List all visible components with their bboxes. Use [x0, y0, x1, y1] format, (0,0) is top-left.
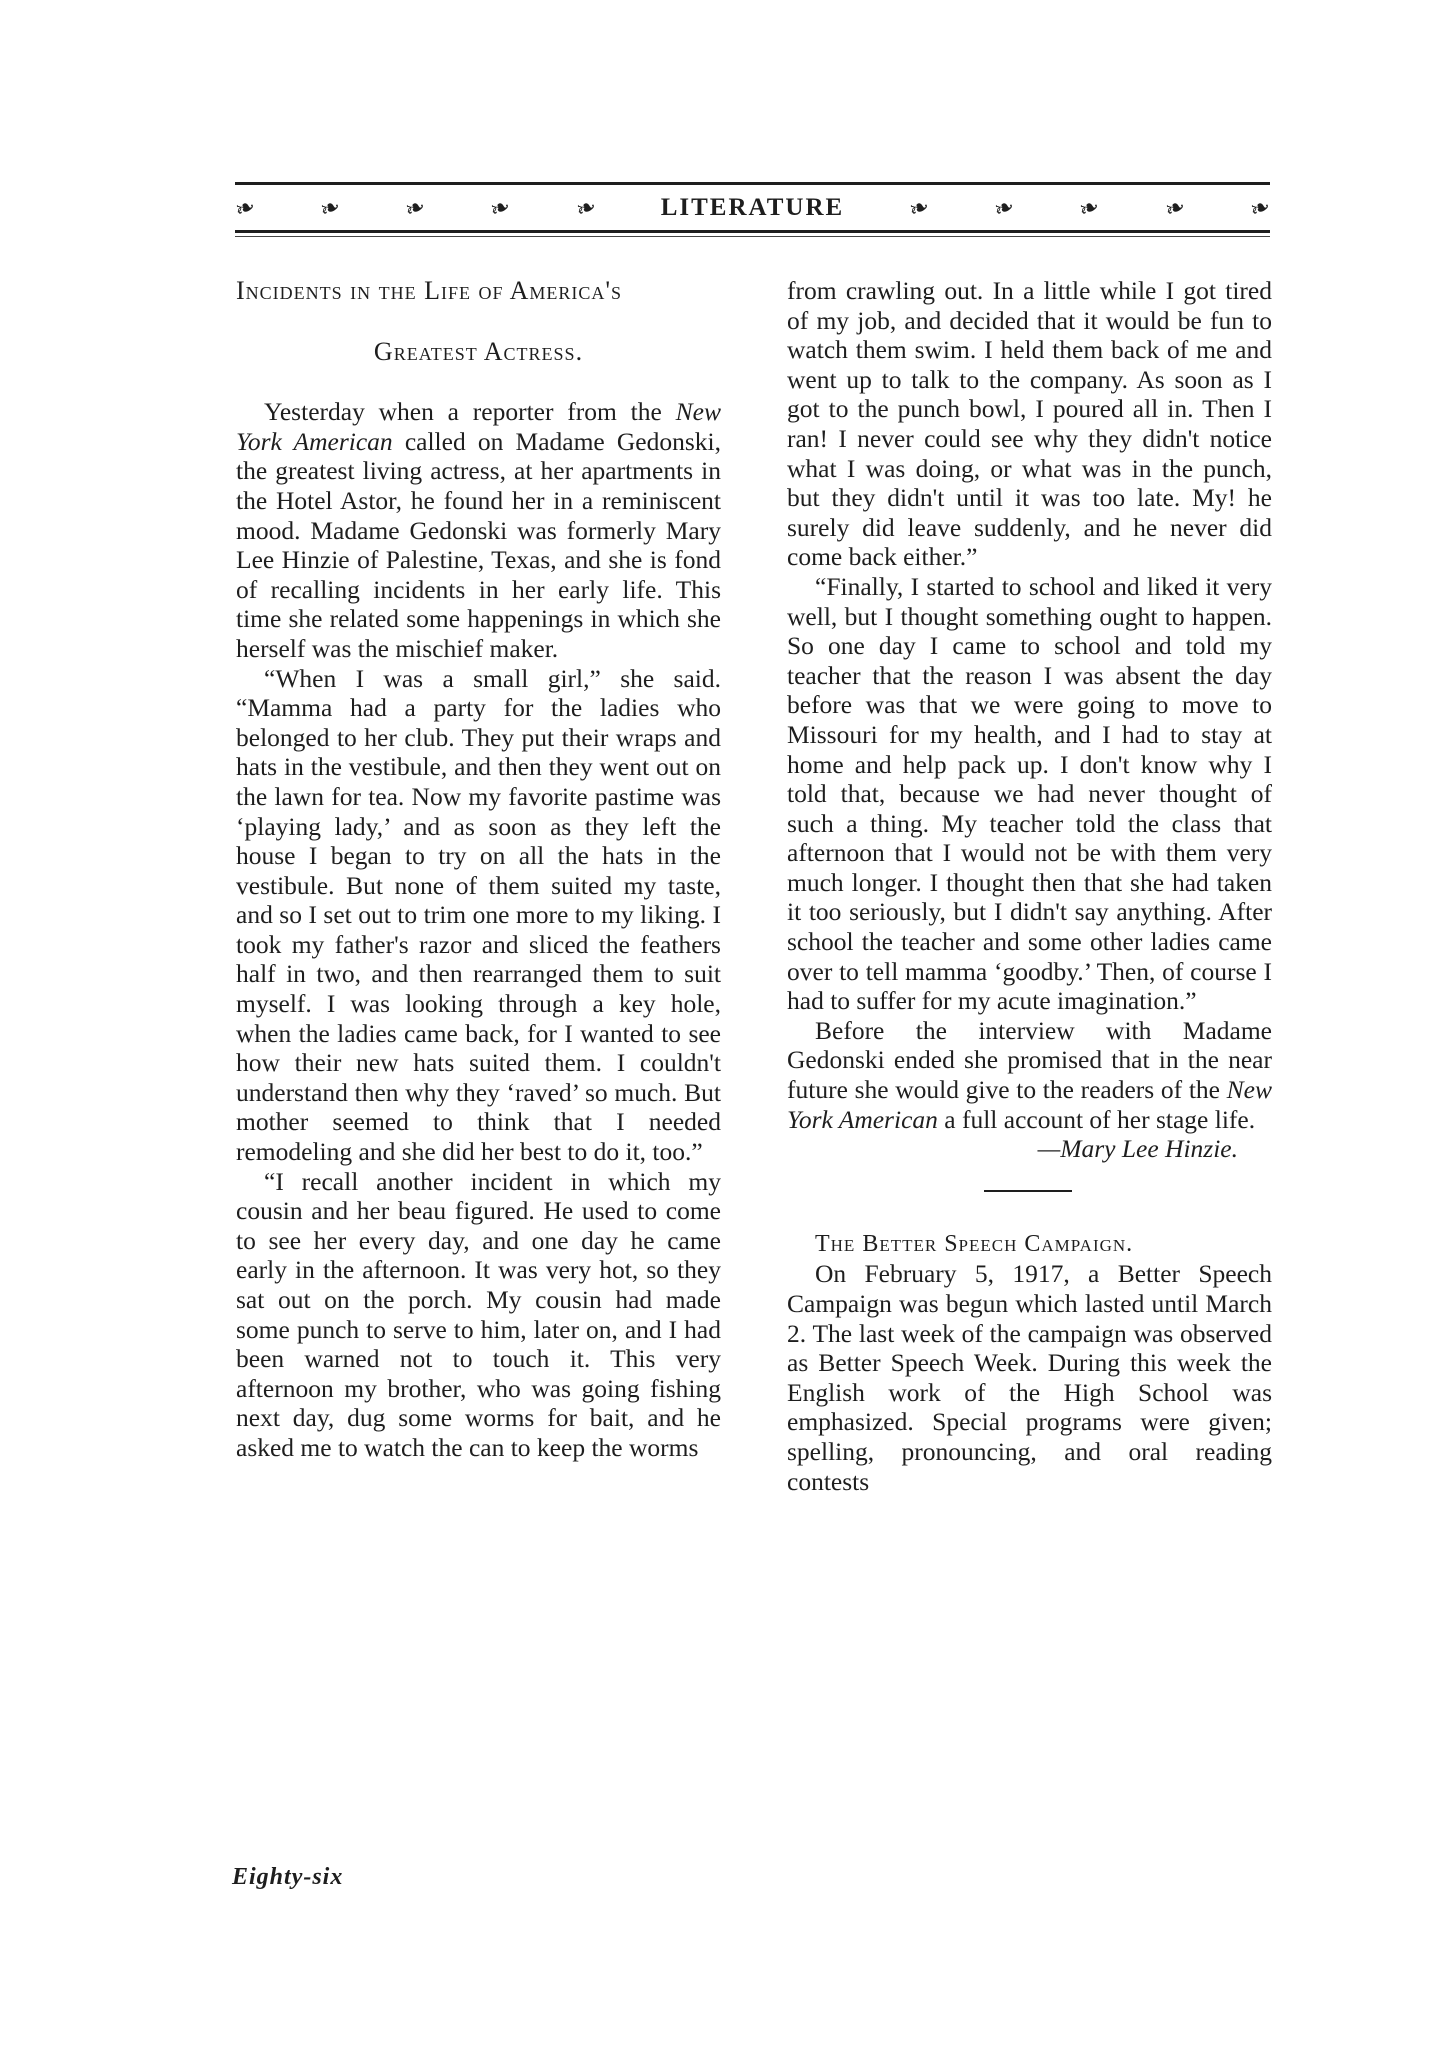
fleuron-icon: ❧ — [486, 191, 515, 225]
article-title — [236, 276, 721, 366]
article2-title: The Better Speech Campaign. — [815, 1230, 1134, 1257]
article-paragraph-continued: from crawling out. In a little while I got tired of my job, and decided that it would be fun to watch them swim. I held them back of me and went up to talk to the company. As soon as I got to the punch bowl, I poured all in. Then I ran! I never could see why they didn't notice what I was doing, or what was in the punch, but they didn't until it was too late. My! he surely did leave suddenly, and he never did come back either.” — [787, 276, 1272, 572]
left-column — [236, 276, 721, 1463]
right-column — [787, 276, 1272, 1496]
fleuron-icon: ❧ — [1075, 191, 1104, 225]
header-rule-bottom — [235, 230, 1270, 233]
article-paragraph: Before the interview with Madame Gedonski ended she promised that in the near future she would give to the readers of the New York American a full account of her stage life. — [787, 1015, 1272, 1134]
article-paragraph: “Finally, I started to school and liked it very well, but I thought something ought to happen. So one day I came to school and told my teacher that the reason I was absent the day before was that we were going to move to Missouri for my health, and I had to stay at home and help pack up. I don't know why I told that, because we had never thought of such a thing. My teacher told the class that afternoon that I would not be with them very much longer. I thought then that she had taken it too seriously, but I didn't say anything. After school the teacher and some other ladies came over to tell mamma ‘goodby.’ Then, of course I had to suffer for my acute imagination.” — [787, 571, 1272, 1016]
publication-name: New York American — [787, 1075, 1272, 1134]
fleuron-icon: ❧ — [571, 191, 600, 225]
article-title-line2: Greatest Actress. — [373, 336, 584, 366]
section-title: LITERATURE — [660, 194, 845, 221]
fleuron-icon: ❧ — [1245, 191, 1275, 225]
article-paragraph: “I recall another incident in which my cousin and her beau figured. He used to come to see her every day, and one day he came early in the afternoon. It was very hot, so they sat out on the porch. My cousin had made some punch to serve to him, later on, and I had been warned not to touch it. This very afternoon my brother, who was going fishing next day, dug some worms for bait, and he asked me to watch the can to keep the worms — [236, 1166, 721, 1462]
fleuron-icon: ❧ — [401, 191, 430, 225]
header-rule-top — [235, 182, 1270, 185]
fleuron-icon: ❧ — [990, 191, 1019, 225]
article2-paragraph: On February 5, 1917, a Better Speech Campaign was begun which lasted until March 2. The last week of the campaign was observed as Better Speech Week. During this week the English work of the High School was emphasized. Special programs were given; spelling, pronouncing, and oral reading contests — [787, 1259, 1272, 1496]
article-paragraph: “When I was a small girl,” she said. “Mamma had a party for the ladies who belonged to her club. They put their wraps and hats in the vestibule, and then they went out on the lawn for tea. Now my favorite pastime was ‘playing lady,’ and as soon as they left the house I began to try on all the hats in the vestibule. But none of them suited my taste, and so I set out to trim one more to my liking. I took my father's razor and sliced the feathers half in two, and then rearranged them to suit myself. I was looking through a key hole, when the ladies came back, for I wanted to see how their new hats suited them. I couldn't understand then why they ‘raved’ so much. But mother seemed to think that I needed remodeling and she did her best to do it, too.” — [236, 663, 721, 1167]
article-signature: —Mary Lee Hinzie. — [1037, 1134, 1238, 1164]
article-paragraph: Yesterday when a reporter from the New York American called on Madame Gedonski, the greatest living actress, at her apartments in the Hotel Astor, he found her in a reminiscent mood. Madame Gedonski was formerly Mary Lee Hinzie of Palestine, Texas, and she is fond of recalling incidents in her early life. This time she related some happenings in which she herself was the mischief maker. — [236, 397, 721, 663]
section-header — [230, 178, 1275, 238]
fleuron-icon: ❧ — [230, 191, 260, 225]
fleuron-icon: ❧ — [905, 191, 934, 225]
article-separator — [984, 1190, 1072, 1192]
fleuron-icon: ❧ — [315, 191, 345, 225]
page-number: Eighty-six — [232, 1864, 344, 1890]
header-row — [230, 190, 1275, 226]
article-title-line1: Incidents in the Life of America's — [236, 276, 623, 305]
fleuron-icon: ❧ — [1160, 191, 1189, 225]
header-rule-bottom-thin — [235, 236, 1270, 237]
publication-name: New York American — [236, 397, 721, 456]
